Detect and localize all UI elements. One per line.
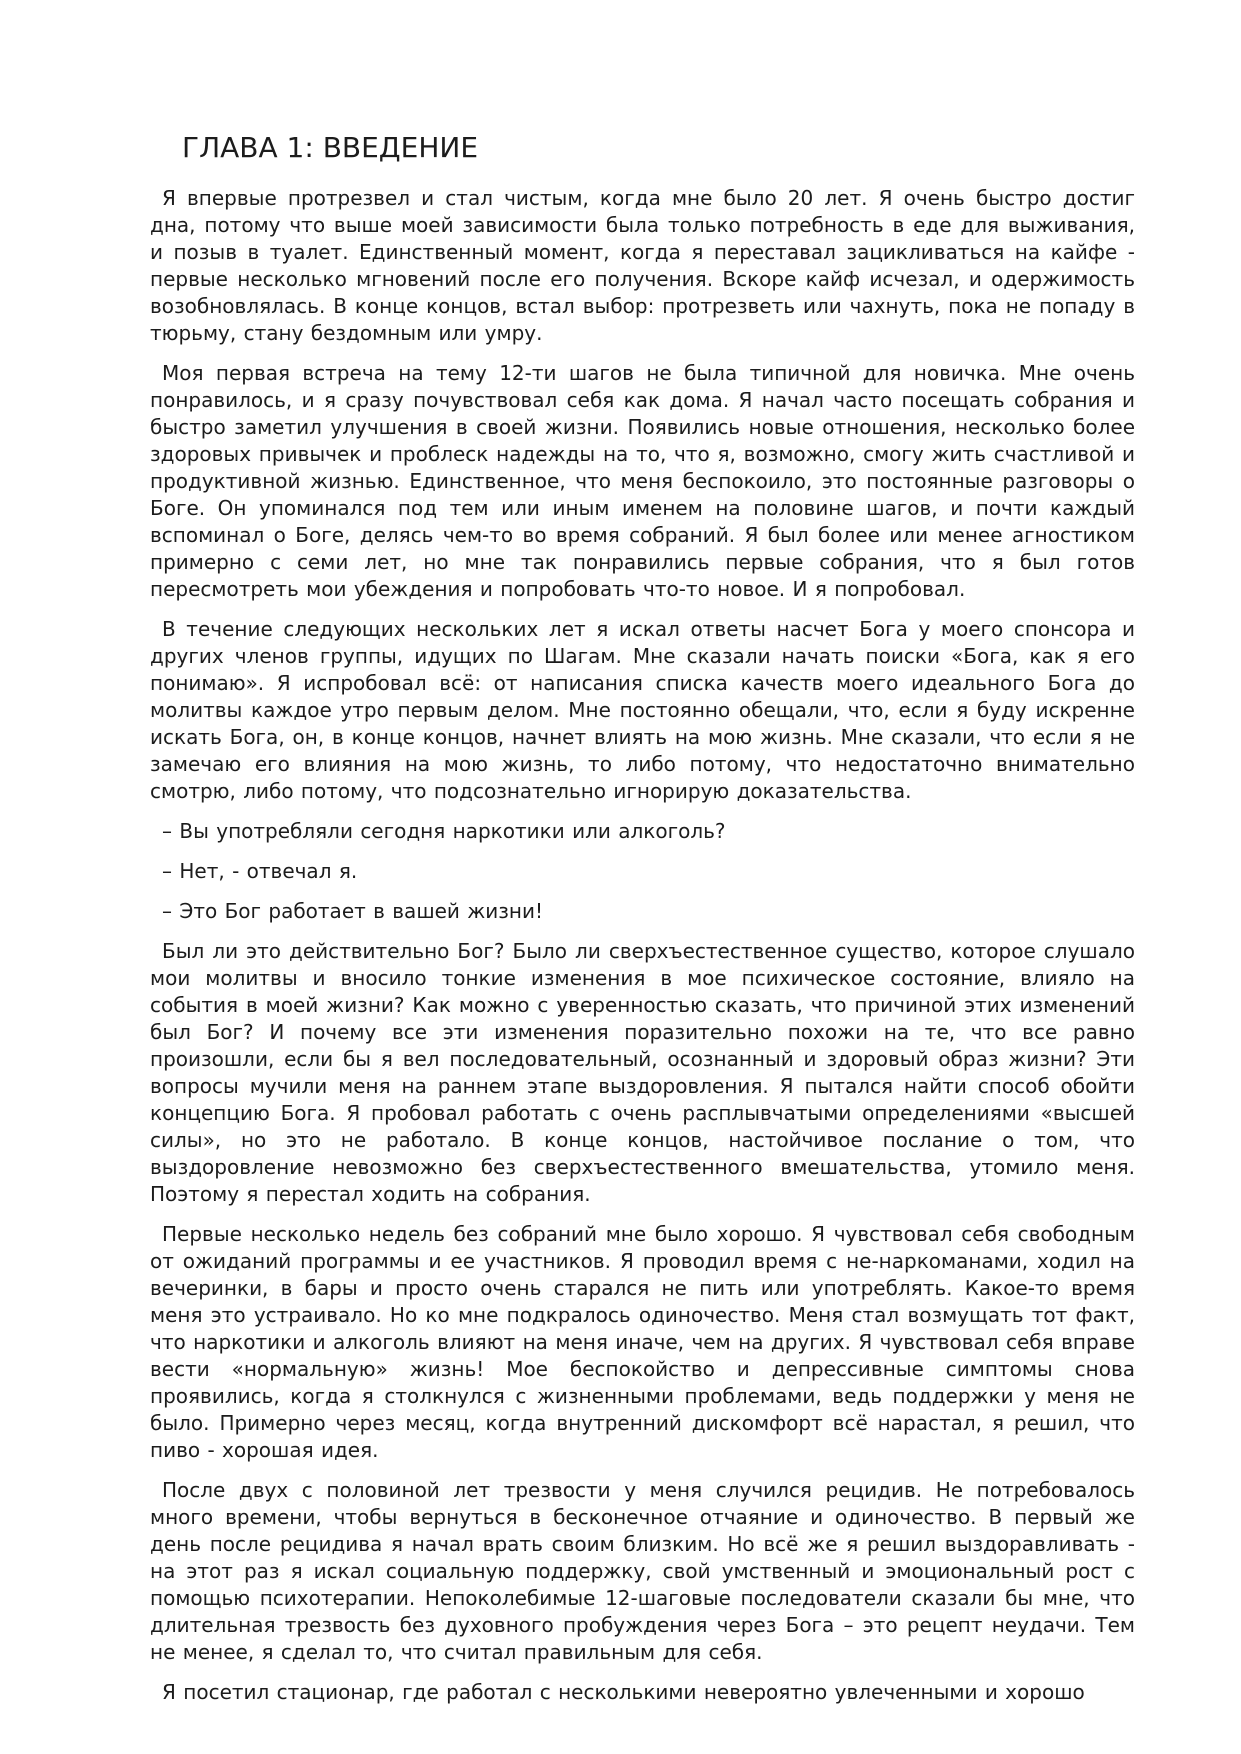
page-content [150, 131, 1135, 1706]
dialogue-line: – Это Бог работает в вашей жизни! [162, 898, 544, 923]
dialogue-line: – Нет, - отвечал я. [162, 858, 358, 883]
paragraph: Первые несколько недель без собраний мне было хорошо. Я чувствовал себя свободным от ожиданий программы и ее участников. Я проводил время с не-наркоманами, ходил на вечеринки, в бары и просто очень старался не пить или употреблять. Какое-то время меня это устраивало. Но ко мне подкралось одиночество. Меня стал возмущать тот факт, что наркотики и алкоголь влияют на меня иначе, чем на других. Я чувствовал себя вправе вести «нормальную» жизнь! Мое беспокойство и депрессивные симптомы снова проявились, когда я столкнулся с жизненными проблемами, ведь поддержки у меня не было. Примерно через месяц, когда внутренний дискомфорт всё нарастал, я решил, что пиво - хорошая идея. [150, 1221, 1135, 1462]
paragraph: Я посетил стационар, где работал с несколькими невероятно увлеченными и хорошо [162, 1679, 1085, 1704]
paragraph: После двух с половиной лет трезвости у меня случился рецидив. Не потребовалось много времени, чтобы вернуться в бесконечное отчаяние и одиночество. В первый же день после рецидива я начал врать своим близким. Но всё же я решил выздоравливать - на этот раз я искал социальную поддержку, свой умственный и эмоциональный рост с помощью психотерапии. Непоколебимые 12-шаговые последователи сказали бы мне, что длительная трезвость без духовного пробуждения через Бога – это рецепт неудачи. Тем не менее, я сделал то, что считал правильным для себя. [150, 1477, 1135, 1664]
paragraph: В течение следующих нескольких лет я искал ответы насчет Бога у моего спонсора и других членов группы, идущих по Шагам. Мне сказали начать поиски «Бога, как я его понимаю». Я испробовал всё: от написания списка качеств моего идеального Бога до молитвы каждое утро первым делом. Мне постоянно обещали, что, если я буду искренне искать Бога, он, в конце концов, начнет влиять на мою жизнь. Мне сказали, что если я не замечаю его влияния на мою жизнь, то либо потому, что недостаточно внимательно смотрю, либо потому, что подсознательно игнорирую доказательства. [150, 616, 1135, 803]
paragraph: Был ли это действительно Бог? Было ли сверхъестественное существо, которое слушало мои молитвы и вносило тонкие изменения в мое психическое состояние, влияло на события в моей жизни? Как можно с уверенностью сказать, что причиной этих изменений был Бог? И почему все эти изменения поразительно похожи на те, что все равно произошли, если бы я вел последовательный, осознанный и здоровый образ жизни? Эти вопросы мучили меня на раннем этапе выздоровления. Я пытался найти способ обойти концепцию Бога. Я пробовал работать с очень расплывчатыми определениями «высшей силы», но это не работало. В конце концов, настойчивое послание о том, что выздоровление невозможно без сверхъестественного вмешательства, утомило меня. Поэтому я перестал ходить на собрания. [150, 938, 1135, 1206]
chapter-title: ГЛАВА 1: ВВЕДЕНИЕ [182, 131, 479, 164]
dialogue-line: – Вы употребляли сегодня наркотики или алкоголь? [162, 818, 726, 843]
paragraph: Моя первая встреча на тему 12-ти шагов не была типичной для новичка. Мне очень понравилось, и я сразу почувствовал себя как дома. Я начал часто посещать собрания и быстро заметил улучшения в своей жизни. Появились новые отношения, несколько более здоровых привычек и проблеск надежды на то, что я, возможно, смогу жить счастливой и продуктивной жизнью. Единственное, что меня беспокоило, это постоянные разговоры о Боге. Он упоминался под тем или иным именем на половине шагов, и почти каждый вспоминал о Боге, делясь чем-то во время собраний. Я был более или менее агностиком примерно с семи лет, но мне так понравились первые собрания, что я был готов пересмотреть мои убеждения и попробовать что-то новое. И я попробовал. [150, 360, 1135, 601]
paragraph: Я впервые протрезвел и стал чистым, когда мне было 20 лет. Я очень быстро достиг дна, потому что выше моей зависимости была только потребность в еде для выживания, и позыв в туалет. Единственный момент, когда я переставал зацикливаться на кайфе - первые несколько мгновений после его получения. Вскоре кайф исчезал, и одержимость возобновлялась. В конце концов, встал выбор: протрезветь или чахнуть, пока не попаду в тюрьму, стану бездомным или умру. [150, 185, 1135, 345]
